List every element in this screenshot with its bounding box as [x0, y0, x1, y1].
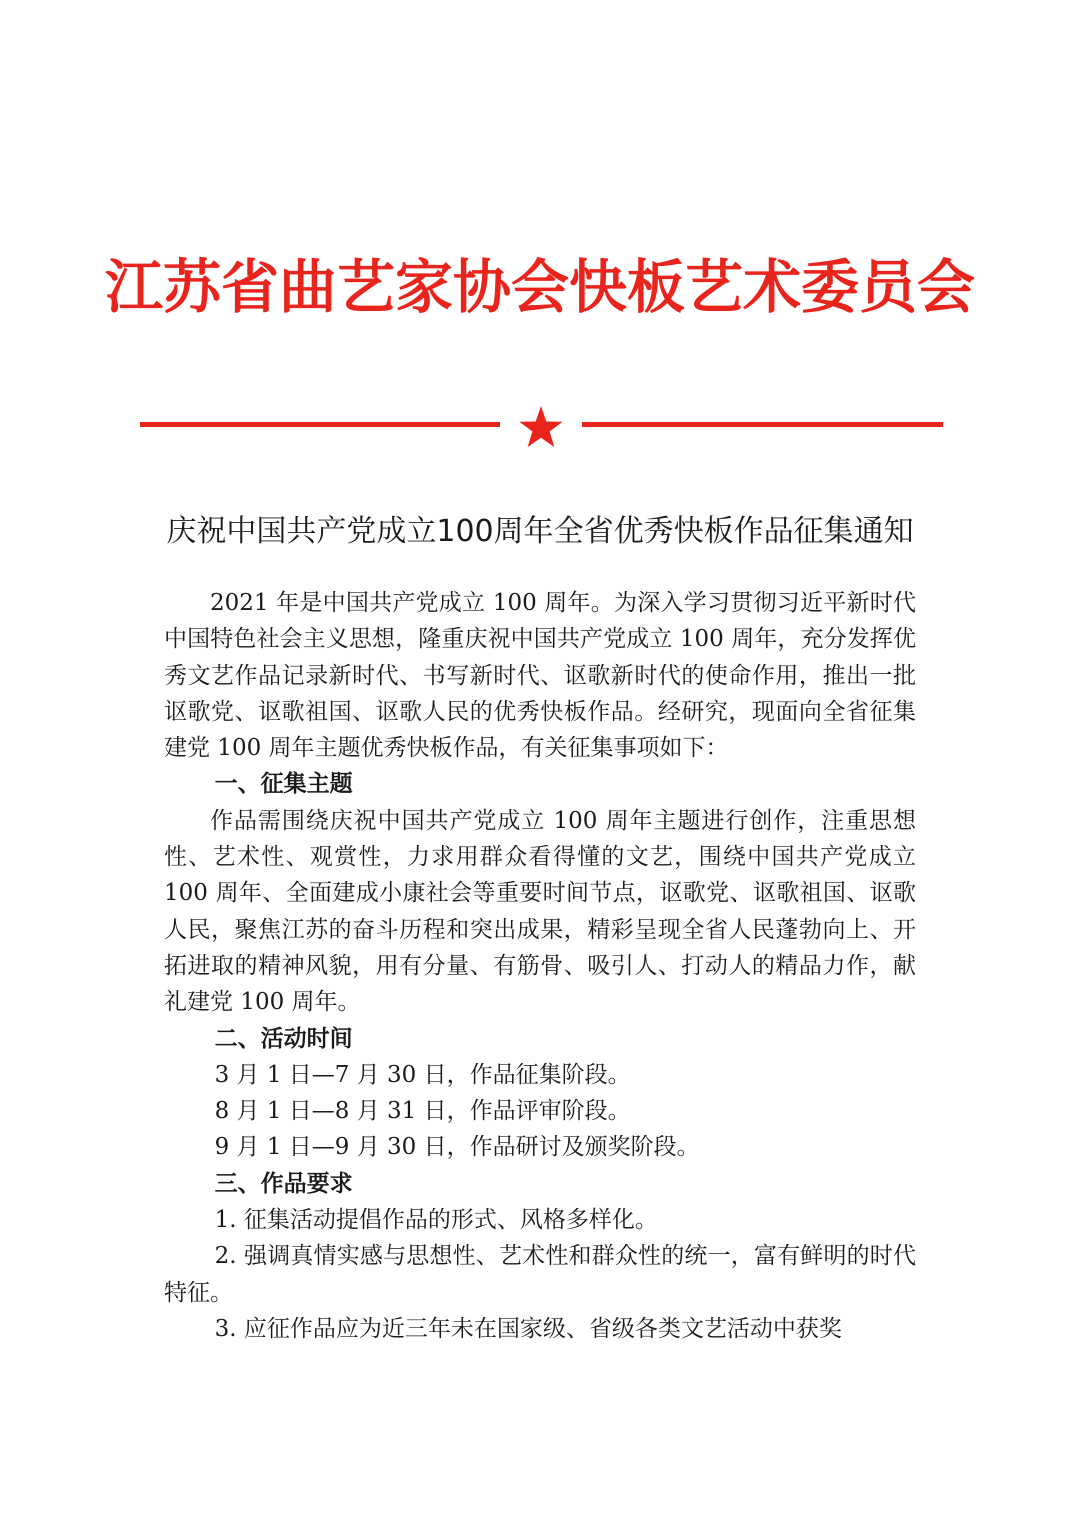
notice-title: 庆祝中国共产党成立100周年全省优秀快板作品征集通知: [166, 514, 914, 549]
section-heading-schedule: 二、活动时间: [214, 1025, 353, 1052]
notice-body: [164, 585, 916, 1347]
letterhead-title: 江苏省曲艺家协会快板艺术委员会: [104, 253, 975, 321]
section-heading-theme: 一、征集主题: [214, 771, 353, 798]
divider-line-right: [582, 422, 943, 427]
requirement-item: 3. 应征作品应为近三年未在国家级、省级各类文艺活动中获奖: [214, 1315, 842, 1342]
schedule-item: 9 月 1 日—9 月 30 日，作品研讨及颁奖阶段。: [214, 1134, 700, 1161]
theme-paragraph: 作品需围绕庆祝中国共产党成立 100 周年主题进行创作，注重思想性、艺术性、观赏性，力求用群众看得懂的文艺，围绕中国共产党成立 100 周年、全面建成小康社会等重要时间节点，讴歌党、讴歌祖国、讴歌人民，聚焦江苏的奋斗历程和突出成果，精彩呈现全省人民蓬勃向上、开拓进取的精神风貌，用有分量、有筋骨、吸引人、打动人的精品力作，献礼建党 100 周年。: [164, 807, 916, 1016]
red-star-icon: [517, 404, 565, 452]
requirement-item: 1. 征集活动提倡作品的形式、风格多样化。: [214, 1207, 658, 1234]
schedule-item: 8 月 1 日—8 月 31 日，作品评审阶段。: [214, 1098, 631, 1125]
intro-paragraph: 2021 年是中国共产党成立 100 周年。为深入学习贯彻习近平新时代中国特色社会主义思想，隆重庆祝中国共产党成立 100 周年，充分发挥优秀文艺作品记录新时代、书写新时代、讴歌新时代的使命作用，推出一批讴歌党、讴歌祖国、讴歌人民的优秀快板作品。经研究，现面向全省征集建党 100 周年主题优秀快板作品，有关征集事项如下：: [164, 590, 916, 762]
schedule-item: 3 月 1 日—7 月 30 日，作品征集阶段。: [214, 1061, 631, 1088]
requirement-item: 2. 强调真情实感与思想性、艺术性和群众性的统一，富有鲜明的时代特征。: [164, 1243, 916, 1306]
letterhead-divider: [140, 404, 943, 452]
section-heading-requirements: 三、作品要求: [214, 1170, 353, 1197]
divider-line-left: [140, 422, 500, 427]
